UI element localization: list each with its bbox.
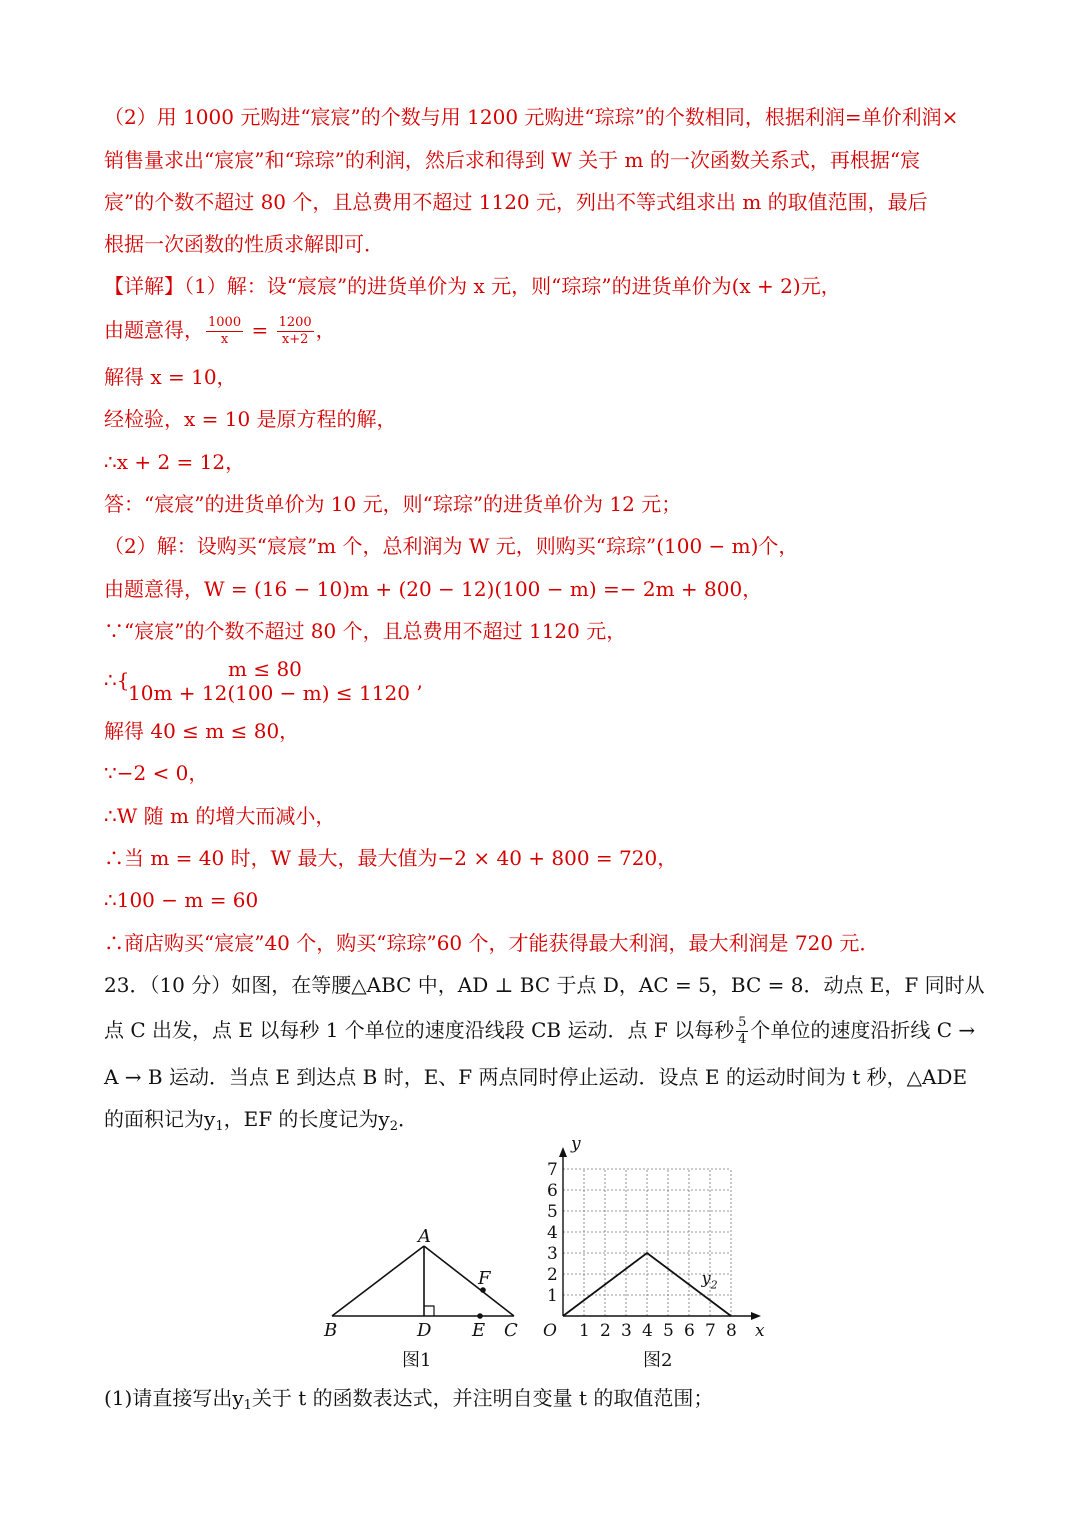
solution-line-18: ∴当 m = 40 时，W 最大，最大值为−2 × 40 + 800 = 720， — [104, 846, 678, 870]
question-line-4 — [104, 1104, 418, 1142]
y-tick-label-7: 7 — [547, 1160, 558, 1180]
figure-1-triangle — [318, 1220, 528, 1380]
question-line-2 — [104, 1010, 975, 1050]
question-line-4-b: ，EF 的长度记为y — [223, 1107, 390, 1131]
subscript-1b: 1 — [243, 1398, 252, 1413]
figure-2-graph — [535, 1140, 770, 1380]
y-tick-label-1: 1 — [547, 1286, 558, 1306]
solution-line-3: 宸”的个数不超过 80 个，且总费用不超过 1120 元，列出不等式组求出 m 的取值范围，最后 — [104, 190, 928, 214]
detail-tag: 【详解】 — [104, 274, 184, 298]
label-d: D — [417, 1320, 432, 1341]
x-tick-label-4: 4 — [642, 1321, 653, 1341]
inequality-top: m ≤ 80 — [228, 657, 302, 681]
right-angle-mark — [424, 1306, 434, 1316]
y-tick-label-4: 4 — [547, 1223, 558, 1243]
point-e — [477, 1313, 483, 1319]
equation-end: ， — [315, 318, 336, 342]
solution-line-11: （2）解：设购买“宸宸”m 个，总利润为 W 元，则购买“琮琮”(100 − m)个， — [104, 534, 799, 558]
question-line-2-text: 点 C 出发，点 E 以每秒 1 个单位的速度沿线段 CB 运动．点 F 以每秒 — [104, 1018, 735, 1042]
x-axis-arrow — [751, 1312, 761, 1320]
segment-ac — [424, 1246, 514, 1316]
solution-line-16: ∵−2 < 0， — [104, 761, 209, 785]
x-tick-label-3: 3 — [621, 1321, 632, 1341]
solution-line-13: ∵“宸宸”的个数不超过 80 个，且总费用不超过 1120 元， — [104, 619, 627, 643]
x-tick-label-5: 5 — [663, 1321, 674, 1341]
label-c: C — [504, 1320, 518, 1341]
question-line-4-a: 的面积记为y — [104, 1107, 216, 1131]
y-axis-label: y — [571, 1140, 581, 1154]
label-e: E — [472, 1320, 486, 1341]
fraction-5-over-4: $\frac{5}{4}$ — [738, 1015, 747, 1047]
equation-intro: 由题意得， — [104, 318, 204, 342]
label-a: A — [418, 1226, 431, 1247]
grid — [563, 1169, 731, 1316]
solution-line-4: 根据一次函数的性质求解即可． — [104, 232, 384, 256]
label-b: B — [324, 1320, 338, 1341]
y-tick-label-6: 6 — [547, 1181, 558, 1201]
x-tick-label-6: 6 — [684, 1321, 695, 1341]
solution-line-15: 解得 40 ≤ m ≤ 80， — [104, 719, 300, 743]
solution-line-9: ∴x + 2 = 12， — [104, 450, 246, 474]
question-line-2-tail: 个单位的速度沿折线 C → — [750, 1018, 976, 1042]
solution-line-1: （2）用 1000 元购进“宸宸”的个数与用 1200 元购进“琮琮”的个数相同，根据利润=单价利润× — [104, 105, 959, 129]
subscript-2: 2 — [389, 1119, 399, 1134]
solution-line-17: ∴W 随 m 的增大而减小， — [104, 804, 336, 828]
x-tick-label-1: 1 — [579, 1321, 590, 1341]
figure-2-caption: 图2 — [643, 1350, 673, 1371]
inequality-bottom: 10m + 12(100 − m) ≤ 1120 ’ — [128, 681, 423, 705]
y-tick-label-5: 5 — [547, 1202, 558, 1222]
x-tick-label-8: 8 — [726, 1321, 737, 1341]
x-axis-label: x — [755, 1321, 765, 1341]
therefore-brace: ∴{ — [104, 668, 130, 692]
question-line-5 — [104, 1383, 713, 1421]
question-line-1: 23．（10 分）如图，在等腰△ABC 中，AD ⊥ BC 于点 D，AC = 5，BC = 8．动点 E，F 同时从 — [104, 973, 985, 997]
solution-line-12: 由题意得，W = (16 − 10)m + (20 − 12)(100 − m) =− 2m + 800， — [104, 577, 763, 601]
solution-line-2: 销售量求出“宸宸”和“琮琮”的利润，然后求和得到 W 关于 m 的一次函数关系式，再根据“宸 — [104, 148, 921, 172]
question-line-5-b: 关于 t 的函数表达式，并注明自变量 t 的取值范围； — [251, 1386, 714, 1410]
solution-line-8: 经检验，x = 10 是原方程的解， — [104, 407, 397, 431]
equals-sign: = — [245, 318, 275, 342]
y-axis-arrow — [559, 1147, 567, 1157]
solution-line-19: ∴100 − m = 60 — [104, 888, 259, 912]
tick-labels — [547, 1160, 737, 1341]
x-tick-label-2: 2 — [600, 1321, 611, 1341]
y-tick-label-3: 3 — [547, 1244, 558, 1264]
question-line-3: A → B 运动．当点 E 到达点 B 时，E、F 两点同时停止运动．设点 E 的运动时间为 t 秒，△ADE — [104, 1065, 968, 1089]
fraction-1200-over-x-plus-2: $\frac{1200}{x+2}$ — [278, 315, 312, 347]
subscript-1: 1 — [215, 1119, 224, 1134]
detail-text: （1）解：设“宸宸”的进货单价为 x 元，则“琮琮”的进货单价为(x + 2)元， — [184, 274, 841, 298]
question-line-5-a: (1)请直接写出y — [104, 1386, 244, 1410]
y-tick-label-2: 2 — [547, 1265, 558, 1285]
solution-line-6 — [104, 310, 336, 350]
label-f: F — [478, 1268, 491, 1289]
figure-1-caption: 图1 — [402, 1350, 432, 1371]
segment-ab — [332, 1246, 424, 1316]
solution-line-10: 答：“宸宸”的进货单价为 10 元，则“琮琮”的进货单价为 12 元； — [104, 492, 682, 516]
question-line-4-c: ． — [398, 1107, 419, 1131]
fraction-1000-over-x: $\frac{1000}{x}$ — [208, 315, 242, 347]
solution-line-7: 解得 x = 10， — [104, 365, 237, 389]
x-tick-label-7: 7 — [705, 1321, 716, 1341]
solution-line-5 — [104, 271, 841, 301]
origin-label: O — [543, 1321, 557, 1341]
curve-label: $y_2$ — [701, 1268, 718, 1292]
solution-line-20: ∴商店购买“宸宸”40 个，购买“琮琮”60 个，才能获得最大利润，最大利润是 720 元． — [104, 931, 880, 955]
